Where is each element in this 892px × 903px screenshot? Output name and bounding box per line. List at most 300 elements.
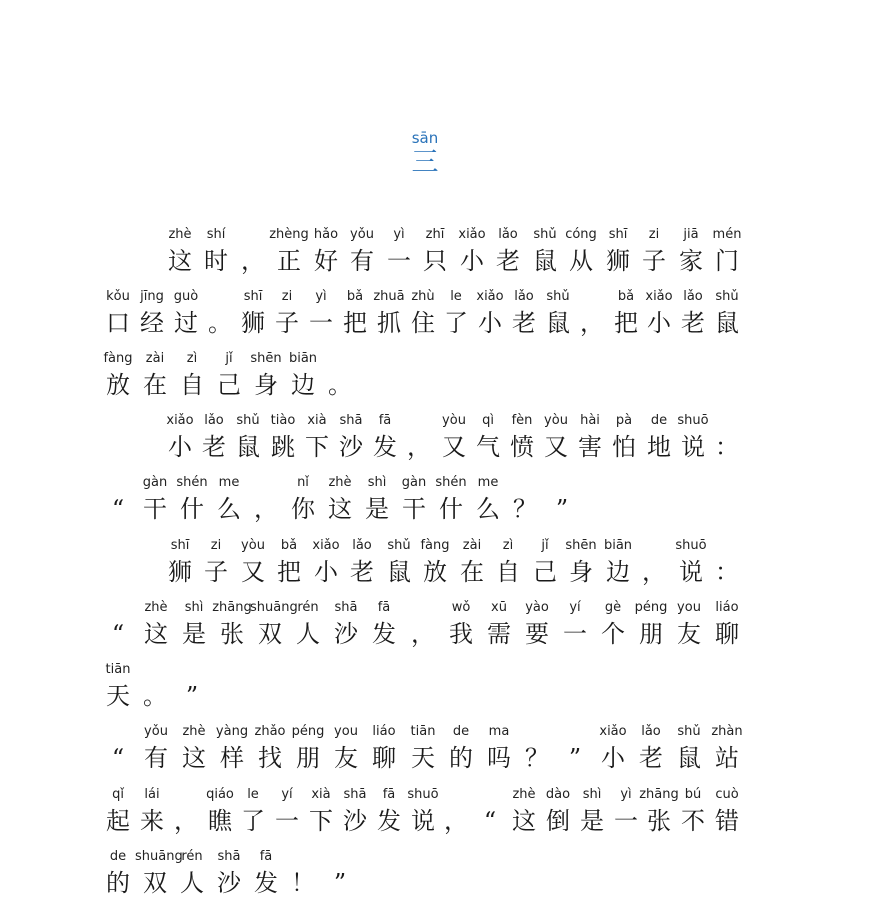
pinyin: xiǎo <box>599 724 627 739</box>
hanzi: 吗 <box>487 744 511 772</box>
char-with-pinyin <box>172 349 212 401</box>
char-with-pinyin <box>98 847 138 899</box>
hanzi: 来 <box>140 807 164 835</box>
char-with-pinyin <box>135 660 175 712</box>
hanzi: 发 <box>372 620 396 648</box>
hanzi: 又 <box>544 433 568 461</box>
pinyin: zhèng <box>269 227 309 242</box>
pinyin: bú <box>684 787 702 802</box>
char-with-pinyin <box>525 225 565 277</box>
pinyin: lái <box>144 787 160 802</box>
hanzi: 在 <box>143 371 167 399</box>
hanzi: 老 <box>512 309 536 337</box>
char-with-pinyin <box>233 225 273 277</box>
char-with-pinyin <box>669 598 709 650</box>
char-with-pinyin <box>228 411 268 463</box>
pinyin: xiǎo <box>166 413 194 428</box>
pinyin: zài <box>462 538 482 553</box>
pinyin: xū <box>491 600 507 615</box>
char-with-pinyin <box>196 225 236 277</box>
pinyin: shǔ <box>387 538 411 553</box>
hanzi: ” <box>568 744 582 772</box>
pinyin: shì <box>582 787 602 802</box>
hanzi: 口 <box>106 309 130 337</box>
pinyin: pà <box>615 413 633 428</box>
char-with-pinyin <box>320 847 360 899</box>
hanzi: 一 <box>614 807 638 835</box>
hanzi: 鼠 <box>546 309 570 337</box>
char-with-pinyin <box>415 225 455 277</box>
char-with-pinyin <box>212 598 252 650</box>
hanzi: ” <box>185 682 199 710</box>
pinyin: xiǎo <box>458 227 486 242</box>
pinyin: fā <box>377 600 391 615</box>
pinyin: lǎo <box>352 538 372 553</box>
char-with-pinyin <box>593 598 633 650</box>
pinyin: nǐ <box>297 475 309 490</box>
hanzi: 过 <box>174 309 198 337</box>
pinyin: qì <box>482 413 494 428</box>
pinyin: shuō <box>407 787 439 802</box>
char-with-pinyin <box>488 225 528 277</box>
char-with-pinyin <box>283 847 323 899</box>
pinyin: zi <box>281 289 293 304</box>
hanzi: 小 <box>647 309 671 337</box>
char-with-pinyin <box>707 287 747 339</box>
char-with-pinyin <box>283 473 323 525</box>
pinyin: shā <box>339 413 363 428</box>
pinyin <box>246 473 286 493</box>
pinyin <box>634 536 674 556</box>
hanzi: 这 <box>168 247 192 275</box>
pinyin <box>98 722 138 742</box>
hanzi: 狮 <box>606 247 630 275</box>
pinyin: lǎo <box>514 289 534 304</box>
pinyin: fèn <box>511 413 533 428</box>
char-with-pinyin <box>160 225 200 277</box>
char-with-pinyin <box>468 473 508 525</box>
hanzi: 怕 <box>612 433 636 461</box>
pinyin: zì <box>502 538 514 553</box>
hanzi: 正 <box>277 247 301 275</box>
pinyin: biān <box>603 538 633 553</box>
char-with-pinyin <box>364 598 404 650</box>
pinyin: shǔ <box>546 289 570 304</box>
char-with-pinyin <box>212 722 252 774</box>
hanzi: ， <box>241 247 265 275</box>
char-with-pinyin <box>160 536 200 588</box>
hanzi: 自 <box>180 371 204 399</box>
hanzi: 好 <box>314 247 338 275</box>
hanzi: ？ <box>525 744 549 772</box>
char-with-pinyin <box>479 722 519 774</box>
char-with-pinyin <box>136 598 176 650</box>
pinyin: zhè <box>144 600 168 615</box>
pinyin: tiān <box>105 662 131 677</box>
pinyin: zhè <box>168 227 192 242</box>
char-with-pinyin <box>250 722 290 774</box>
pinyin <box>403 598 443 618</box>
pinyin: shēn <box>250 351 282 366</box>
pinyin: shǔ <box>715 289 739 304</box>
pinyin <box>505 473 545 493</box>
pinyin: yǒu <box>144 724 168 739</box>
char-with-pinyin <box>707 785 747 837</box>
hanzi: 错 <box>715 807 739 835</box>
hanzi: 倒 <box>546 807 570 835</box>
char-with-pinyin <box>379 225 419 277</box>
char-with-pinyin <box>246 847 286 899</box>
pinyin: shǔ <box>236 413 260 428</box>
pinyin <box>172 660 212 680</box>
pinyin <box>320 847 360 867</box>
pinyin <box>135 660 175 680</box>
pinyin: fàng <box>103 351 133 366</box>
hanzi: 跳 <box>271 433 295 461</box>
hanzi: 人 <box>296 620 320 648</box>
char-with-pinyin <box>306 225 346 277</box>
hanzi: 把 <box>343 309 367 337</box>
char-with-pinyin <box>707 411 747 463</box>
pinyin: yào <box>525 600 549 615</box>
pinyin <box>707 411 747 431</box>
pinyin: hǎo <box>313 227 339 242</box>
char-with-pinyin <box>555 598 595 650</box>
char-with-pinyin <box>379 536 419 588</box>
hanzi: 朋 <box>296 744 320 772</box>
char-with-pinyin <box>172 660 212 712</box>
char-with-pinyin <box>669 722 709 774</box>
hanzi: ？ <box>513 495 537 523</box>
hanzi: 放 <box>423 558 447 586</box>
hanzi: 又 <box>241 558 265 586</box>
hanzi: 样 <box>220 744 244 772</box>
hanzi: 是 <box>580 807 604 835</box>
char-with-pinyin <box>357 473 397 525</box>
char-with-pinyin <box>136 722 176 774</box>
pinyin: biān <box>288 351 318 366</box>
hanzi: 又 <box>442 433 466 461</box>
pinyin: zì <box>186 351 198 366</box>
hanzi: 这 <box>512 807 536 835</box>
char-with-pinyin <box>452 225 492 277</box>
pinyin <box>283 847 323 867</box>
pinyin: zài <box>145 351 165 366</box>
char-with-pinyin <box>505 473 545 525</box>
pinyin: yàng <box>215 724 249 739</box>
hanzi: 地 <box>647 433 671 461</box>
pinyin: yǒu <box>350 227 374 242</box>
hanzi: ， <box>254 495 278 523</box>
pinyin: de <box>109 849 127 864</box>
char-with-pinyin <box>403 598 443 650</box>
pinyin: shén <box>176 475 208 490</box>
char-with-pinyin <box>707 722 747 774</box>
char-with-pinyin <box>250 598 298 650</box>
hanzi: 聊 <box>372 744 396 772</box>
hanzi: 了 <box>241 807 265 835</box>
pinyin: qǐ <box>112 787 124 802</box>
char-with-pinyin <box>209 349 249 401</box>
hanzi: 鼠 <box>715 309 739 337</box>
hanzi: 边 <box>606 558 630 586</box>
char-with-pinyin <box>394 473 434 525</box>
pinyin: lǎo <box>498 227 518 242</box>
pinyin: me <box>477 475 499 490</box>
char-with-pinyin <box>399 411 439 463</box>
hanzi: 气 <box>476 433 500 461</box>
hanzi: 鼠 <box>387 558 411 586</box>
hanzi: “ <box>111 495 125 523</box>
hanzi: 的 <box>449 744 473 772</box>
chapter-heading <box>380 128 470 178</box>
pinyin: shì <box>367 475 387 490</box>
char-with-pinyin <box>98 722 138 774</box>
char-with-pinyin <box>707 598 747 650</box>
pinyin <box>98 473 138 493</box>
pinyin: le <box>450 289 462 304</box>
hanzi: 把 <box>277 558 301 586</box>
pinyin: yòu <box>241 538 265 553</box>
pinyin: lǎo <box>683 289 703 304</box>
hanzi: 起 <box>106 807 130 835</box>
pinyin: shén <box>435 475 467 490</box>
pinyin: fā <box>378 413 392 428</box>
pinyin: shēn <box>565 538 597 553</box>
hanzi: 什 <box>439 495 463 523</box>
hanzi: 狮 <box>241 309 265 337</box>
pinyin: zi <box>210 538 222 553</box>
hanzi: “ <box>111 744 125 772</box>
hanzi: 是 <box>365 495 389 523</box>
pinyin: you <box>334 724 358 739</box>
hanzi: ” <box>555 495 569 523</box>
hanzi: 什 <box>180 495 204 523</box>
hanzi: 住 <box>411 309 435 337</box>
char-with-pinyin <box>209 473 249 525</box>
pinyin: zhǎo <box>254 724 286 739</box>
hanzi: 发 <box>377 807 401 835</box>
chapter-pinyin: sān <box>411 129 439 147</box>
pinyin: de <box>452 724 470 739</box>
pinyin: jǐ <box>541 538 549 553</box>
pinyin: yòu <box>442 413 466 428</box>
pinyin: bǎ <box>617 289 635 304</box>
hanzi: 瞧 <box>208 807 232 835</box>
char-with-pinyin <box>174 722 214 774</box>
char-with-pinyin <box>283 349 323 401</box>
char-with-pinyin <box>479 598 519 650</box>
hanzi: 下 <box>309 807 333 835</box>
hanzi: ： <box>715 558 739 586</box>
hanzi: 小 <box>601 744 625 772</box>
char-with-pinyin <box>326 598 366 650</box>
pinyin: wǒ <box>451 600 471 615</box>
chapter-number: 三 <box>411 147 439 178</box>
char-with-pinyin <box>441 722 481 774</box>
char-with-pinyin <box>98 598 138 650</box>
pinyin: zhuā <box>373 289 405 304</box>
hanzi: 鼠 <box>236 433 260 461</box>
hanzi: 鼠 <box>533 247 557 275</box>
char-with-pinyin <box>98 660 138 712</box>
pinyin: yì <box>315 289 327 304</box>
pinyin: liáo <box>715 600 739 615</box>
pinyin: yì <box>393 227 405 242</box>
pinyin: liáo <box>372 724 396 739</box>
char-with-pinyin <box>561 536 601 588</box>
hanzi: 是 <box>182 620 206 648</box>
hanzi: 了 <box>444 309 468 337</box>
char-with-pinyin <box>707 536 747 588</box>
hanzi: 沙 <box>334 620 358 648</box>
hanzi: 子 <box>204 558 228 586</box>
pinyin: you <box>677 600 701 615</box>
hanzi: 人 <box>180 869 204 897</box>
hanzi: ， <box>407 433 431 461</box>
pinyin: jiā <box>683 227 699 242</box>
char-with-pinyin <box>306 536 346 588</box>
hanzi: 这 <box>328 495 352 523</box>
pinyin: cóng <box>565 227 597 242</box>
hanzi: 下 <box>305 433 329 461</box>
pinyin: zi <box>648 227 660 242</box>
pinyin: shā <box>217 849 241 864</box>
hanzi: 这 <box>144 620 168 648</box>
pinyin: shǔ <box>533 227 557 242</box>
char-with-pinyin <box>671 225 711 277</box>
pinyin: zhāng <box>212 600 252 615</box>
hanzi: 小 <box>314 558 338 586</box>
hanzi: 这 <box>182 744 206 772</box>
pinyin: fā <box>382 787 396 802</box>
hanzi: 沙 <box>217 869 241 897</box>
hanzi: 发 <box>254 869 278 897</box>
pinyin: fàng <box>420 538 450 553</box>
pinyin: ma <box>488 724 510 739</box>
hanzi: ！ <box>291 869 315 897</box>
hanzi: 一 <box>387 247 411 275</box>
hanzi: 说 <box>679 558 703 586</box>
hanzi: 只 <box>423 247 447 275</box>
hanzi: 自 <box>496 558 520 586</box>
char-with-pinyin <box>320 349 360 401</box>
pinyin <box>542 473 582 493</box>
pinyin: shī <box>608 227 628 242</box>
char-with-pinyin <box>441 598 481 650</box>
char-with-pinyin <box>135 473 175 525</box>
hanzi: 找 <box>258 744 282 772</box>
hanzi: 一 <box>275 807 299 835</box>
char-with-pinyin <box>172 473 212 525</box>
hanzi: 放 <box>106 371 130 399</box>
pinyin <box>399 411 439 431</box>
hanzi: 么 <box>476 495 500 523</box>
hanzi: 沙 <box>339 433 363 461</box>
hanzi: ， <box>411 620 435 648</box>
pinyin: de <box>650 413 668 428</box>
hanzi: 。 <box>328 371 352 399</box>
pinyin: cuò <box>715 787 739 802</box>
pinyin: péng <box>634 600 668 615</box>
char-with-pinyin <box>634 225 674 277</box>
hanzi: 己 <box>217 371 241 399</box>
pinyin: shì <box>184 600 204 615</box>
pinyin: zhè <box>182 724 206 739</box>
pinyin: qiáo <box>206 787 234 802</box>
hanzi: 的 <box>106 869 130 897</box>
pinyin: lǎo <box>204 413 224 428</box>
hanzi: 双 <box>258 620 282 648</box>
hanzi: 一 <box>309 309 333 337</box>
hanzi: 老 <box>639 744 663 772</box>
hanzi: “ <box>111 620 125 648</box>
pinyin: zhè <box>328 475 352 490</box>
pinyin: shā <box>343 787 367 802</box>
hanzi: ： <box>715 433 739 461</box>
char-with-pinyin <box>403 722 443 774</box>
pinyin: yòu <box>544 413 568 428</box>
hanzi: 身 <box>569 558 593 586</box>
pinyin: shí <box>206 227 226 242</box>
hanzi: 你 <box>291 495 315 523</box>
pinyin: dào <box>545 787 571 802</box>
pinyin: yí <box>281 787 293 802</box>
pinyin: zhàn <box>711 724 743 739</box>
hanzi: 需 <box>487 620 511 648</box>
hanzi: 个 <box>601 620 625 648</box>
char-with-pinyin <box>135 847 183 899</box>
hanzi: 天 <box>411 744 435 772</box>
hanzi: 朋 <box>639 620 663 648</box>
pinyin: zhù <box>411 289 435 304</box>
hanzi: 经 <box>140 309 164 337</box>
pinyin: zhāng <box>639 787 679 802</box>
char-with-pinyin <box>431 473 471 525</box>
pinyin: fā <box>259 849 273 864</box>
pinyin: me <box>218 475 240 490</box>
hanzi: 身 <box>254 371 278 399</box>
pinyin: gàn <box>142 475 168 490</box>
char-with-pinyin <box>320 473 360 525</box>
hanzi: 有 <box>350 247 374 275</box>
hanzi: ” <box>333 869 347 897</box>
pinyin: tiān <box>410 724 436 739</box>
char-with-pinyin <box>288 598 328 650</box>
hanzi: 一 <box>563 620 587 648</box>
hanzi: ， <box>580 309 604 337</box>
hanzi: 说 <box>681 433 705 461</box>
hanzi: 小 <box>168 433 192 461</box>
char-with-pinyin <box>364 722 404 774</box>
hanzi: 从 <box>569 247 593 275</box>
pinyin <box>98 598 138 618</box>
hanzi: 有 <box>144 744 168 772</box>
hanzi: 我 <box>449 620 473 648</box>
char-with-pinyin <box>488 536 528 588</box>
pinyin: bǎ <box>280 538 298 553</box>
hanzi: 天 <box>106 682 130 710</box>
char-with-pinyin <box>415 536 455 588</box>
pinyin: zhī <box>425 227 445 242</box>
hanzi: ， <box>642 558 666 586</box>
pinyin <box>707 536 747 556</box>
pinyin: shī <box>243 289 263 304</box>
char-with-pinyin <box>269 536 309 588</box>
pinyin: rén <box>297 600 319 615</box>
pinyin: rén <box>181 849 203 864</box>
hanzi: 害 <box>578 433 602 461</box>
